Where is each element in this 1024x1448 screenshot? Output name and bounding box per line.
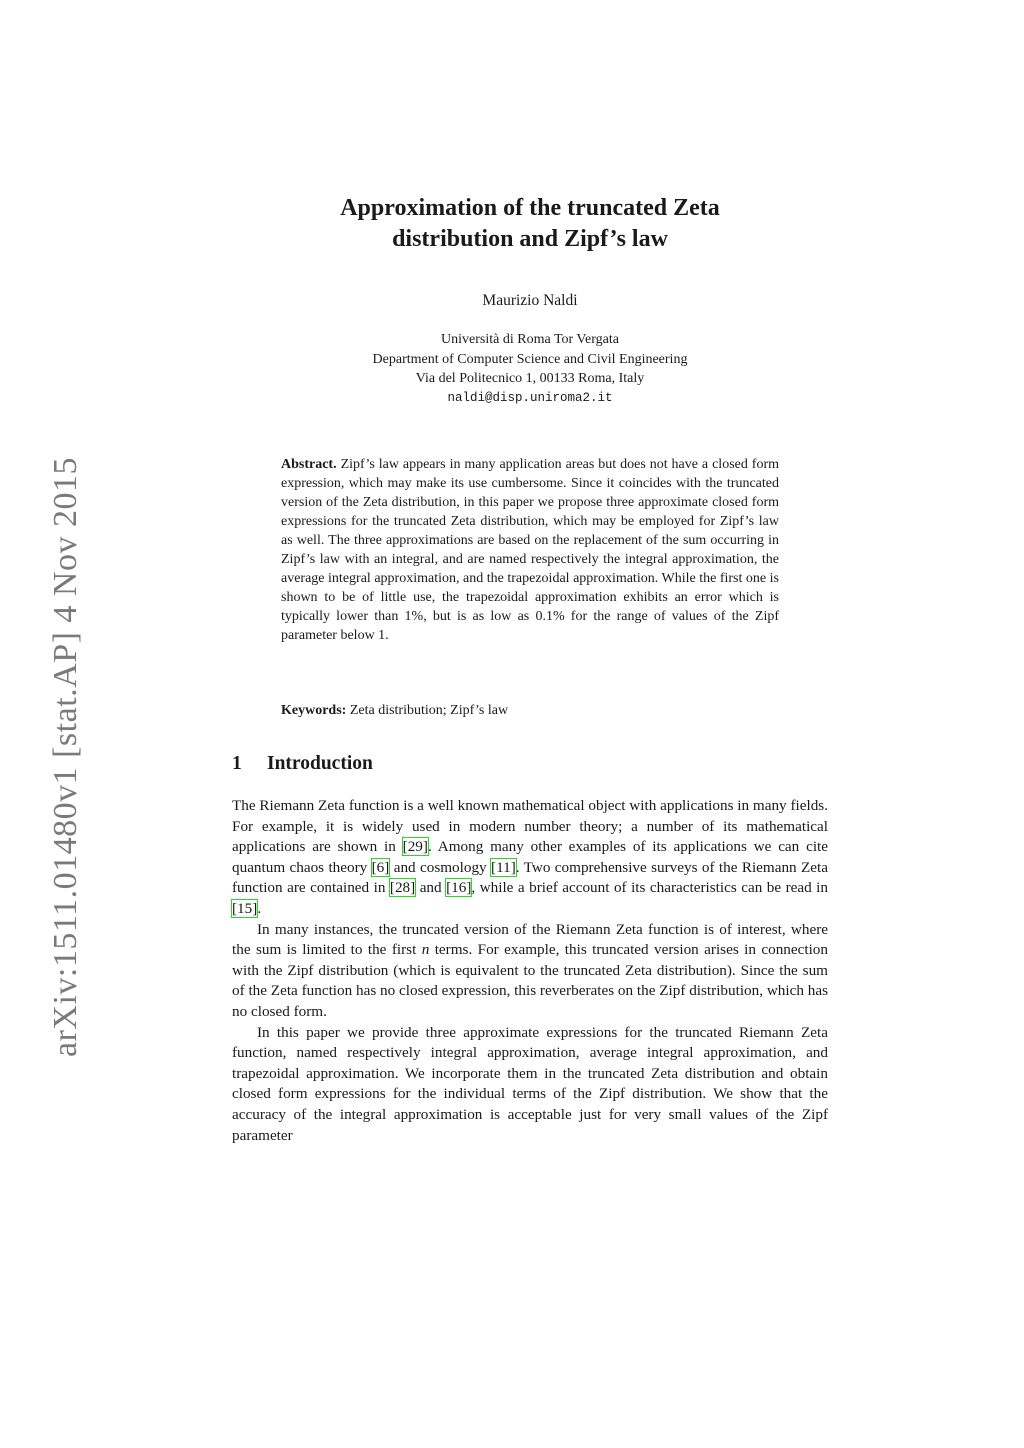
author-email: naldi@disp.uniroma2.it — [447, 390, 613, 405]
paragraph-1-text-e: and — [415, 879, 447, 897]
citation-6-link[interactable]: [6] — [371, 858, 390, 876]
paragraph-2 — [232, 920, 828, 1023]
paragraph-1-text-c: and cosmology — [389, 858, 492, 876]
keywords-label: Keywords: — [281, 703, 347, 718]
paragraph-1-text-b: . Among many other examples of its applications we can cite quantum chaos theory — [232, 838, 828, 876]
section-heading-introduction — [232, 753, 373, 775]
paragraph-1-text-g: . — [257, 899, 262, 917]
section-number: 1 — [232, 753, 242, 774]
paragraph-1-text-d: . Two comprehensive surveys of the Riemann Zeta function are contained in — [232, 858, 828, 897]
citation-28-link[interactable]: [28] — [389, 879, 416, 897]
citation-11-link[interactable]: [11] — [491, 858, 516, 876]
title-line-1: Approximation of the truncated Zeta — [340, 195, 720, 221]
paragraph-1 — [232, 796, 828, 920]
keywords-text: Zeta distribution; Zipf’s law — [349, 703, 509, 718]
arxiv-identifier-stamp: arXiv:1511.01480v1 [stat.AP] 4 Nov 2015 — [47, 457, 84, 1057]
citation-29-link[interactable]: [29] — [402, 838, 428, 856]
citation-15-link[interactable]: [15] — [232, 899, 258, 917]
abstract-label: Abstract. — [281, 457, 337, 472]
citation-16-link[interactable]: [16] — [446, 879, 472, 897]
affiliation-address: Via del Politecnico 1, 00133 Roma, Italy — [415, 371, 645, 386]
section-title: Introduction — [267, 753, 373, 774]
introduction-body — [232, 796, 828, 1146]
paper-title — [232, 193, 828, 255]
paragraph-2-text-b: terms. For example, this truncated version arises in connection with the Zipf distribution (which is equivalent to the truncated Zeta distribution). Since the sum of the Zeta function has no closed expression, this reverberates on the Zipf distribution, which has no closed form. — [232, 941, 828, 1020]
paragraph-1-text-f: , while a brief account of its characteristics can be read in — [471, 879, 828, 897]
affiliation-block — [232, 330, 828, 408]
paragraph-2-text-a: In many instances, the truncated version of the Riemann Zeta function is of interest, where the sum is limited to the first — [232, 920, 828, 959]
author-name: Maurizio Naldi — [482, 292, 578, 309]
paragraph-3: In this paper we provide three approximate expressions for the truncated Riemann Zeta function, named respectively integral approximation, average integral approximation, and trapezoidal approximation. We incorporate them in the truncated Zeta distribution and obtain closed form expressions for the individual terms of the Zipf distribution. We show that the accuracy of the integral approximation is acceptable just for very small values of the Zipf parameter — [232, 1023, 828, 1144]
variable-n: n — [421, 941, 430, 959]
affiliation-university: Università di Roma Tor Vergata — [441, 332, 619, 347]
paragraph-1-text-a: The Riemann Zeta function is a well known mathematical object with applications in many fields. For example, it is widely used in modern number theory; a number of its mathematical applications are shown in — [232, 797, 828, 856]
abstract — [281, 455, 779, 645]
abstract-text: Zipf’s law appears in many application areas but does not have a closed form expression, which may make its use cumbersome. Since it coincides with the truncated version of the Zeta distribution, in this paper we propose three approximate closed form expressions for the truncated Zeta distribution, which may be employed for Zipf’s law as well. The three approximations are based on the replacement of the sum occurring in Zipf’s law with an integral, and are named respectively the integral approximation, the average integral approximation, and the trapezoidal approximation. While the first one is shown to be of little use, the trapezoidal approximation exhibits an error which is typically lower than 1%, but is as low as 0.1% for the range of values of the Zipf parameter below 1. — [281, 457, 780, 643]
keywords — [281, 701, 779, 720]
affiliation-department: Department of Computer Science and Civil Engineering — [372, 351, 688, 367]
title-line-2: distribution and Zipf’s law — [392, 226, 668, 252]
